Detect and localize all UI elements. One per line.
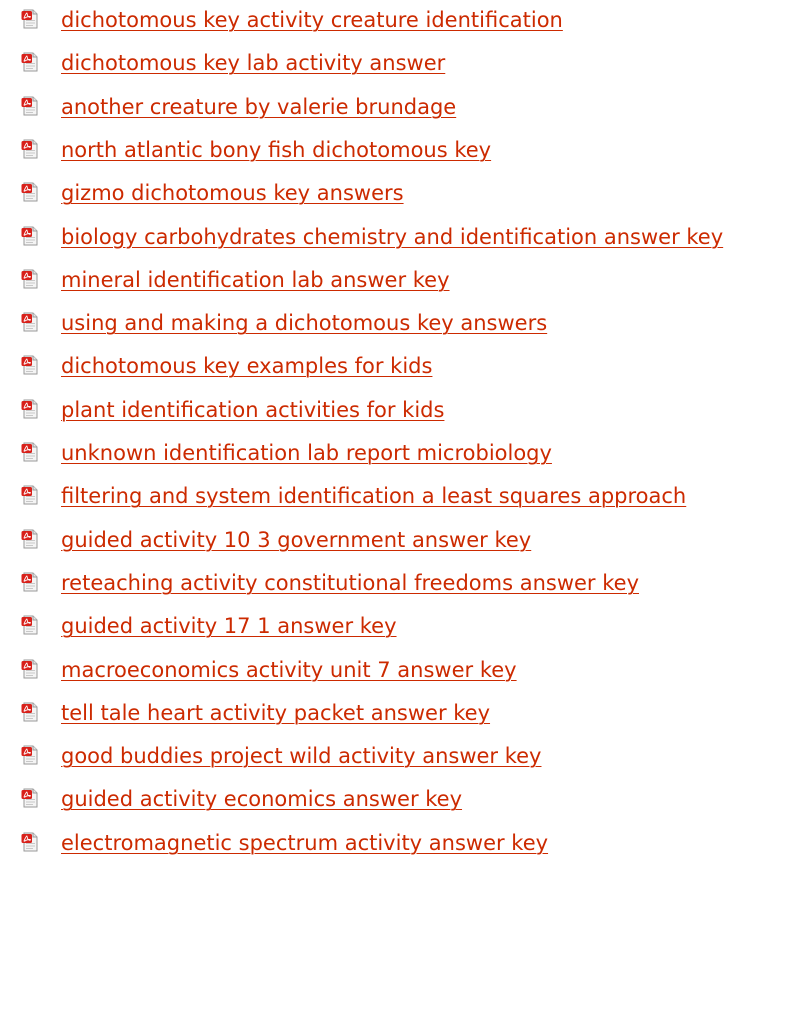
pdf-link[interactable]: filtering and system identification a least squares approach (61, 484, 687, 509)
pdf-file-icon (21, 745, 39, 765)
pdf-file-icon (21, 9, 39, 29)
pdf-link[interactable]: dichotomous key examples for kids (61, 354, 433, 379)
pdf-file-icon (21, 832, 39, 852)
pdf-link[interactable]: macroeconomics activity unit 7 answer key (61, 657, 517, 682)
pdf-file-icon (21, 442, 39, 462)
pdf-file-icon (21, 788, 39, 808)
pdf-file-icon (21, 572, 39, 592)
pdf-link[interactable]: reteaching activity constitutional freedoms answer key (61, 570, 640, 595)
pdf-link[interactable]: guided activity economics answer key (61, 787, 463, 812)
pdf-file-icon (21, 52, 39, 72)
pdf-file-icon (21, 659, 39, 679)
pdf-file-icon (21, 226, 39, 246)
pdf-file-icon (21, 96, 39, 116)
pdf-link[interactable]: another creature by valerie brundage (61, 94, 457, 119)
pdf-file-icon (21, 399, 39, 419)
pdf-link[interactable]: unknown identification lab report microbiology (61, 441, 552, 465)
pdf-file-icon (21, 312, 39, 332)
pdf-link[interactable]: good buddies project wild activity answer key (61, 744, 542, 769)
pdf-link[interactable]: gizmo dichotomous key answers (61, 181, 404, 206)
pdf-link[interactable]: biology carbohydrates chemistry and identification answer key (61, 224, 724, 249)
pdf-link[interactable]: using and making a dichotomous key answers (61, 311, 548, 336)
pdf-link[interactable]: guided activity 10 3 government answer key (61, 527, 532, 552)
pdf-file-icon (21, 182, 39, 202)
pdf-file-icon (21, 355, 39, 375)
pdf-link[interactable]: dichotomous key lab activity answer (61, 51, 446, 76)
pdf-file-icon (21, 529, 39, 549)
pdf-link[interactable]: mineral identification lab answer key (61, 267, 450, 292)
pdf-file-icon (21, 702, 39, 722)
pdf-file-icon (21, 485, 39, 505)
pdf-link[interactable]: dichotomous key activity creature identification (61, 8, 563, 32)
pdf-link[interactable]: guided activity 17 1 answer key (61, 614, 397, 639)
pdf-link[interactable]: electromagnetic spectrum activity answer key (61, 830, 549, 855)
pdf-file-icon (21, 615, 39, 635)
pdf-link[interactable]: plant identification activities for kids (61, 397, 445, 422)
pdf-link[interactable]: north atlantic bony fish dichotomous key (61, 137, 492, 162)
pdf-link[interactable]: tell tale heart activity packet answer key (61, 700, 491, 725)
pdf-file-icon (21, 139, 39, 159)
pdf-file-icon (21, 269, 39, 289)
